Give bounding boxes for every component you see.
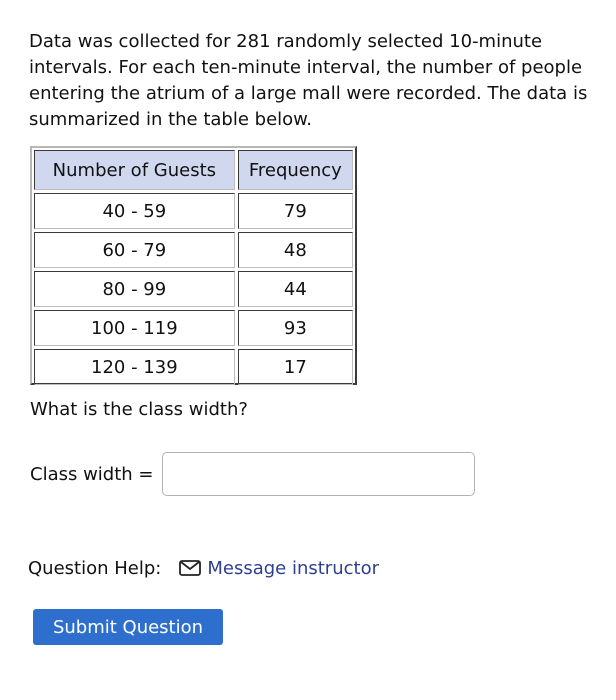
problem-statement: Data was collected for 281 randomly selected 10-minute intervals. For each ten-minute interval, the number of people entering the atrium of a large mall were recorded. The data is summarized in the table below. [29, 31, 588, 130]
class-width-label: Class width = [30, 463, 154, 485]
table-row [34, 310, 353, 346]
table-row [34, 193, 353, 229]
table-row [34, 271, 353, 307]
table-row [34, 349, 353, 385]
frequency-table [30, 146, 357, 385]
class-interval-cell: 60 - 79 [34, 232, 235, 268]
message-instructor-link[interactable]: Message instructor [207, 557, 379, 579]
header-frequency: Frequency [238, 150, 353, 190]
class-interval-cell: 40 - 59 [34, 193, 235, 229]
table-row [34, 232, 353, 268]
class-interval-cell: 120 - 139 [34, 349, 235, 385]
mail-icon[interactable] [179, 560, 201, 576]
answer-row [30, 452, 475, 496]
class-interval-cell: 80 - 99 [34, 271, 235, 307]
frequency-cell: 93 [238, 310, 353, 346]
frequency-cell: 48 [238, 232, 353, 268]
frequency-cell: 79 [238, 193, 353, 229]
question-help-label: Question Help: [28, 557, 162, 579]
question-prompt: What is the class width? [30, 399, 248, 420]
class-width-input[interactable] [162, 452, 475, 496]
frequency-cell: 17 [238, 349, 353, 385]
header-number-of-guests: Number of Guests [34, 150, 235, 190]
question-help [28, 555, 379, 581]
submit-question-button[interactable]: Submit Question [33, 609, 223, 645]
frequency-cell: 44 [238, 271, 353, 307]
table-header-row [34, 150, 353, 190]
class-interval-cell: 100 - 119 [34, 310, 235, 346]
frequency-table-grid [31, 147, 356, 388]
